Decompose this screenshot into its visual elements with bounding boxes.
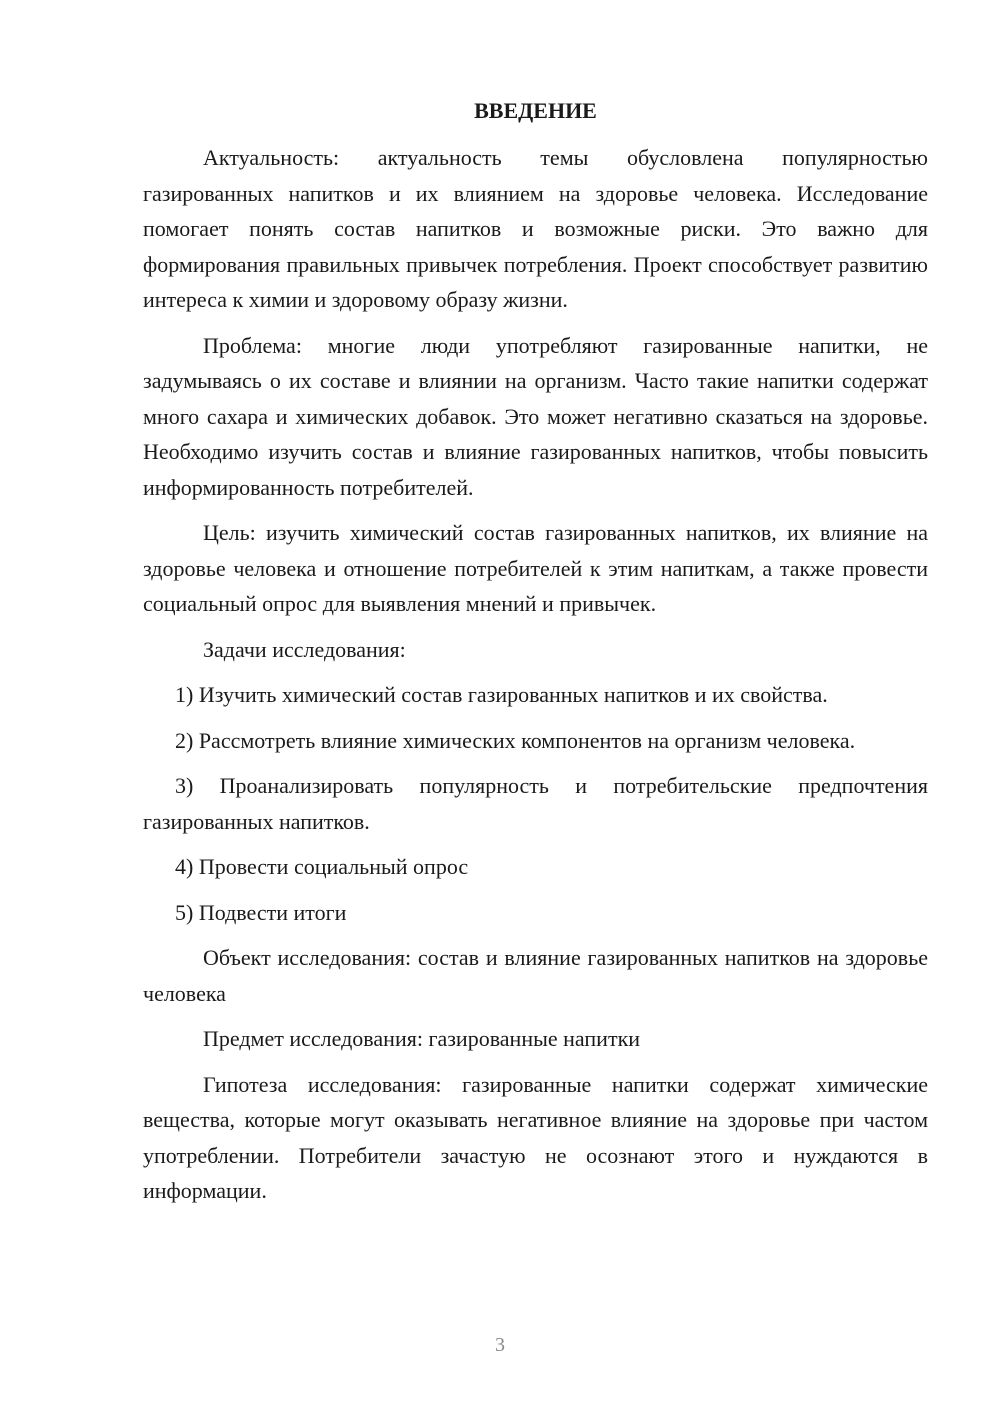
object-paragraph: Объект исследования: состав и влияние газированных напитков на здоровье человека bbox=[143, 945, 928, 1006]
task-item-3: 3) Проанализировать популярность и потребительские предпочтения газированных напитков. bbox=[143, 773, 928, 834]
task-item-1: 1) Изучить химический состав газированных напитков и их свойства. bbox=[175, 682, 828, 707]
task-item-5: 5) Подвести итоги bbox=[175, 899, 347, 925]
relevance-paragraph: Актуальность: актуальность темы обусловлена популярностью газированных напитков и их влиянием на здоровье человека. Исследование помогает понять состав напитков и возможные риски. Это важно для формирования правильных привычек потребления. Проект способствует развитию интереса к химии и здоровому образу жизни. bbox=[143, 145, 928, 312]
subject-paragraph: Предмет исследования: газированные напитки bbox=[203, 1026, 641, 1051]
goal-paragraph: Цель: изучить химический состав газированных напитков, их влияние на здоровье человека и отношение потребителей к этим напиткам, а также провести социальный опрос для выявления мнений и привычек. bbox=[143, 520, 928, 616]
task-item-2: 2) Рассмотреть влияние химических компонентов на организм человека. bbox=[175, 727, 856, 753]
tasks-title: Задачи исследования: bbox=[203, 636, 406, 662]
page-number: 3 bbox=[495, 1334, 505, 1356]
hypothesis-paragraph: Гипотеза исследования: газированные напитки содержат химические вещества, которые могут оказывать негативное влияние на здоровье при частом употреблении. Потребители зачастую не осознают этого и нуждаются в информации. bbox=[143, 1071, 928, 1203]
task-item-4: 4) Провести социальный опрос bbox=[175, 854, 469, 879]
problem-paragraph: Проблема: многие люди употребляют газированные напитки, не задумываясь о их составе и влиянии на организм. Часто такие напитки содержат много сахара и химических добавок. Это может негативно сказаться на здоровье. Необходимо изучить состав и влияние газированных напитков, чтобы повысить информированность потребителей. bbox=[143, 332, 928, 500]
page-title: ВВЕДЕНИЕ bbox=[474, 98, 597, 123]
document-page bbox=[143, 94, 928, 1219]
